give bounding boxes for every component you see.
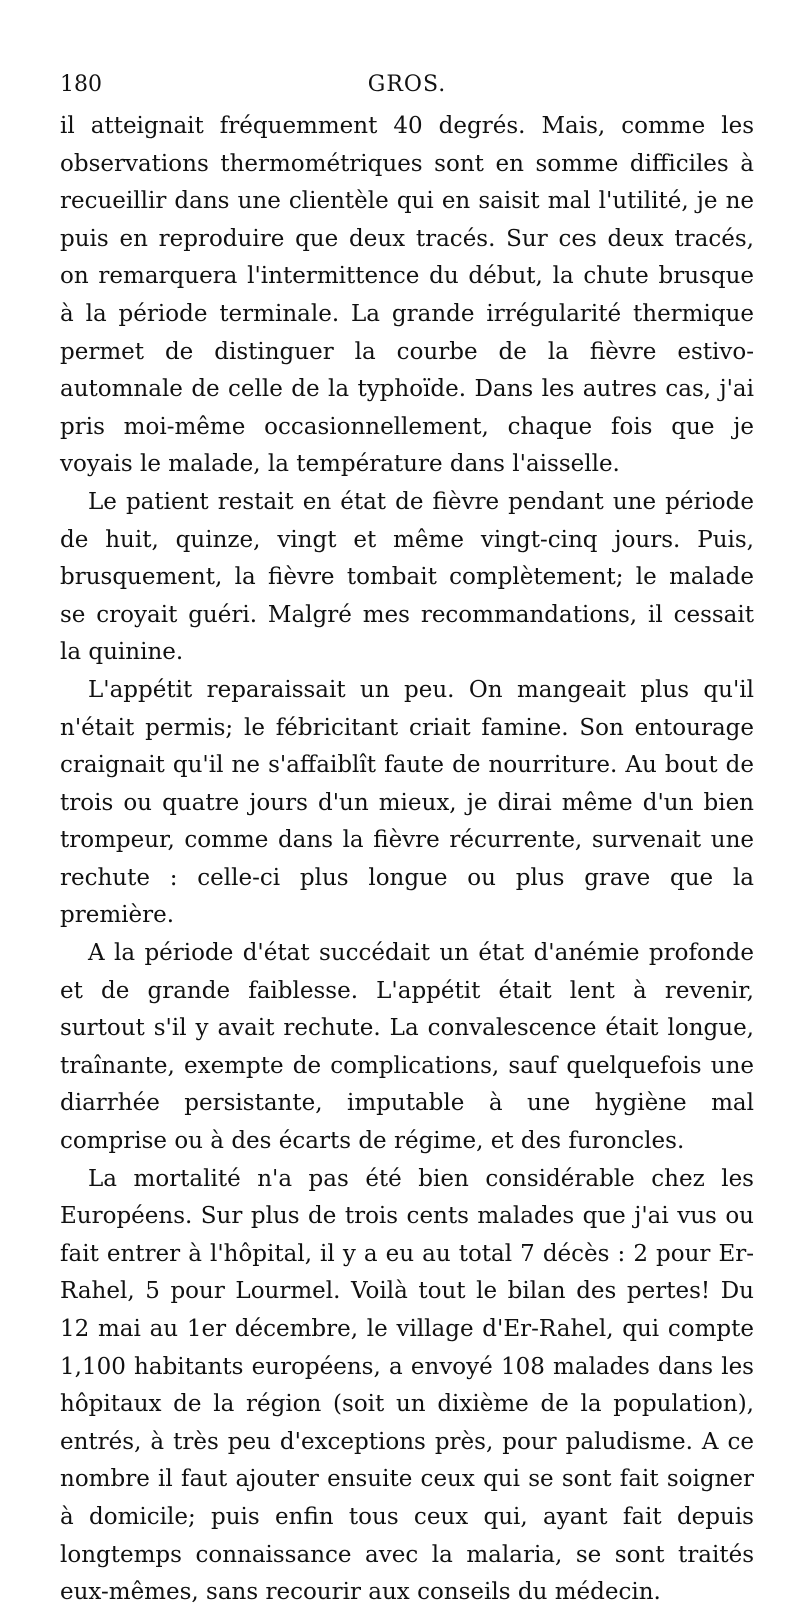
paragraph: L'appétit reparaissait un peu. On mangeait plus qu'il n'était permis; le fébricitant criait famine. Son entourage craignait qu'il ne s'affaiblît faute de nourriture. Au bout de trois ou quatre jours d'un mieux, je dirai même d'un bien trompeur, comme dans la fièvre récurrente, survenait une rechute : celle-ci plus longue ou plus grave que la première. xyxy=(60,676,754,929)
paragraph: La mortalité n'a pas été bien considérable chez les Européens. Sur plus de trois cents malades que j'ai vus ou fait entrer à l'hôpital, il y a eu au total 7 décès : 2 pour Er-Rahel, 5 pour Lourmel. Voilà tout le bilan des pertes! Du 12 mai au 1er décembre, le village d'Er-Rahel, qui compte 1,100 habitants européens, a envoyé 108 malades dans les hôpitaux de la région (soit un dixième de la population), entrés, à très peu d'exceptions près, pour paludisme. A ce nombre il faut ajouter ensuite ceux qui se sont fait soigner à domicile; puis enfin tous ceux qui, ayant fait depuis longtemps connaissance avec la malaria, se sont traités eux-mêmes, sans recourir aux conseils du médecin. xyxy=(60,1165,754,1606)
page-header xyxy=(60,72,754,108)
book-page xyxy=(60,72,754,1612)
paragraph-continued: il atteignait fréquemment 40 degrés. Mais, comme les observations thermométriques sont en somme difficiles à recueillir dans une clientèle qui en saisit mal l'utilité, je ne puis en reproduire que deux tracés. Sur ces deux tracés, on remarquera l'intermittence du début, la chute brusque à la période terminale. La grande irrégularité thermique permet de distinguer la courbe de la fièvre estivo-automnale de celle de la typhoïde. Dans les autres cas, j'ai pris moi-même occasionnellement, chaque fois que je voyais le malade, la température dans l'aisselle. xyxy=(60,113,754,478)
body-text xyxy=(60,108,754,1612)
running-head: GROS. xyxy=(367,72,447,97)
paragraph: Le patient restait en état de fièvre pendant une période de huit, quinze, vingt et même vingt-cinq jours. Puis, brusquement, la fièvre tombait complètement; le malade se croyait guéri. Malgré mes recommandations, il cessait la quinine. xyxy=(60,488,754,666)
page-number: 180 xyxy=(60,72,102,97)
paragraph: A la période d'état succédait un état d'anémie profonde et de grande faiblesse. L'appétit était lent à revenir, surtout s'il y avait rechute. La convalescence était longue, traînante, exempte de complications, sauf quelquefois une diarrhée persistante, imputable à une hygiène mal comprise ou à des écarts de régime, et des furoncles. xyxy=(60,940,754,1155)
